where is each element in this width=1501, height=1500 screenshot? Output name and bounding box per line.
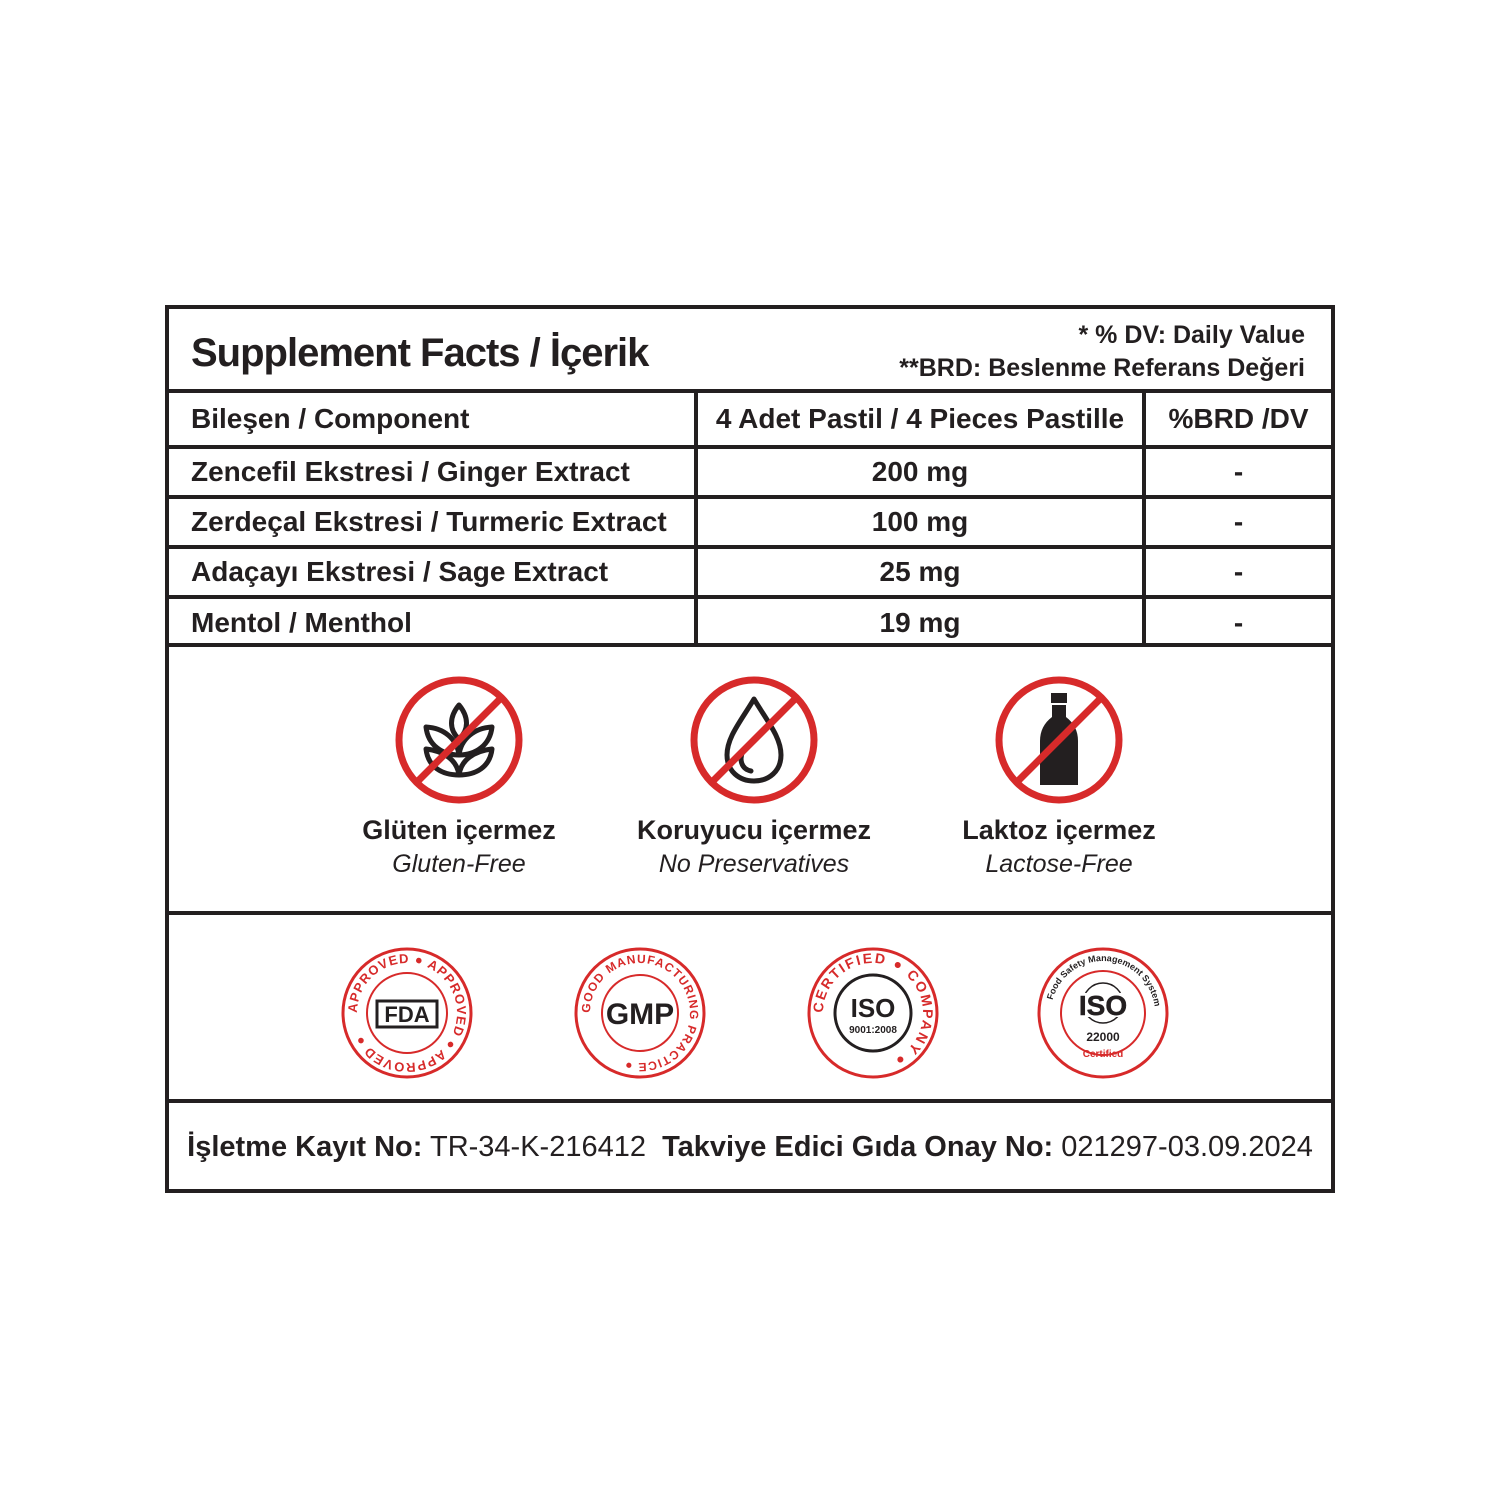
note-dv: * % DV: Daily Value <box>1078 321 1305 349</box>
footer-text <box>169 1131 1331 1164</box>
fda-approved-seal <box>339 945 475 1081</box>
table-header-row <box>169 393 1331 449</box>
badge-label-en: Lactose-Free <box>985 850 1133 878</box>
cert-gmp <box>572 945 708 1086</box>
label-header <box>169 309 1331 393</box>
badge-no-preservatives <box>634 675 874 879</box>
reg-label: İşletme Kayıt No: <box>187 1131 423 1163</box>
table-row <box>169 449 1331 499</box>
svg-text:CERTIFIED ● COMPANY ●: CERTIFIED ● COMPANY ● <box>809 949 937 1071</box>
cell-dv: - <box>1233 607 1244 638</box>
free-from-badges <box>169 643 1331 911</box>
badge-label-tr: Glüten içermez <box>362 815 556 845</box>
table-row <box>169 499 1331 549</box>
svg-text:ISO: ISO <box>1078 990 1128 1021</box>
cell-dv: - <box>1233 506 1244 537</box>
registration-footer <box>169 1099 1331 1189</box>
cell-dv: - <box>1233 456 1244 487</box>
svg-text:APPROVED ● APPROVED ● APPROVED: APPROVED ● APPROVED ● APPROVED ● <box>344 950 470 1076</box>
facts-table <box>169 393 1331 647</box>
wheat-icon <box>394 675 524 805</box>
header-notes <box>899 319 1305 385</box>
table-row <box>169 599 1331 647</box>
note-brd: **BRD: Beslenme Referans Değeri <box>899 354 1305 382</box>
badge-label-tr: Koruyucu içermez <box>636 815 872 845</box>
cell-dv: - <box>1233 556 1244 587</box>
svg-text:9001:2008: 9001:2008 <box>849 1025 897 1036</box>
svg-text:Food Safety Management System: Food Safety Management System <box>1044 952 1163 1008</box>
svg-text:Certified: Certified <box>1082 1049 1124 1060</box>
supplement-facts-label <box>165 305 1335 1193</box>
bottle-icon <box>994 675 1124 805</box>
iso-9001-seal <box>805 945 941 1081</box>
svg-text:22000: 22000 <box>1086 1030 1120 1044</box>
column-header-amount: 4 Adet Pastil / 4 Pieces Pastille <box>698 393 1146 445</box>
cell-amount: 25 mg <box>698 549 1146 595</box>
reg-value: TR-34-K-216412 <box>429 1131 646 1163</box>
cert-iso-22000 <box>1035 945 1171 1086</box>
cert-iso-9001 <box>805 945 941 1086</box>
cert-fda <box>339 945 475 1086</box>
cell-amount: 19 mg <box>698 599 1146 647</box>
table-row <box>169 549 1331 599</box>
gmp-seal <box>572 945 708 1081</box>
svg-text:GOOD MANUFACTURING PRACTICE ●: GOOD MANUFACTURING PRACTICE ● <box>578 951 702 1075</box>
svg-text:FDA: FDA <box>384 1002 430 1027</box>
certifications <box>169 911 1331 1099</box>
column-header-dv: %BRD /DV <box>1168 403 1309 434</box>
iso-22000-seal <box>1035 945 1171 1081</box>
cell-amount: 200 mg <box>698 449 1146 495</box>
cell-component: Zencefil Ekstresi / Ginger Extract <box>169 449 698 495</box>
svg-text:GMP: GMP <box>605 998 675 1031</box>
drop-icon <box>689 675 819 805</box>
approval-label: Takviye Edici Gıda Onay No: <box>662 1131 1054 1163</box>
badge-label-tr: Laktoz içermez <box>962 815 1156 845</box>
cell-component: Zerdeçal Ekstresi / Turmeric Extract <box>169 499 698 545</box>
approval-value: 021297-03.09.2024 <box>1061 1131 1313 1163</box>
cell-component: Adaçayı Ekstresi / Sage Extract <box>169 549 698 595</box>
cell-amount: 100 mg <box>698 499 1146 545</box>
badge-gluten-free <box>354 675 564 879</box>
cell-component: Mentol / Menthol <box>169 599 698 647</box>
column-header-component: Bileşen / Component <box>169 393 698 445</box>
badge-label-en: Gluten-Free <box>392 850 526 878</box>
badge-lactose-free <box>954 675 1164 879</box>
badge-label-en: No Preservatives <box>658 850 850 878</box>
svg-text:ISO: ISO <box>850 993 896 1023</box>
label-title: Supplement Facts / İçerik <box>191 331 649 375</box>
